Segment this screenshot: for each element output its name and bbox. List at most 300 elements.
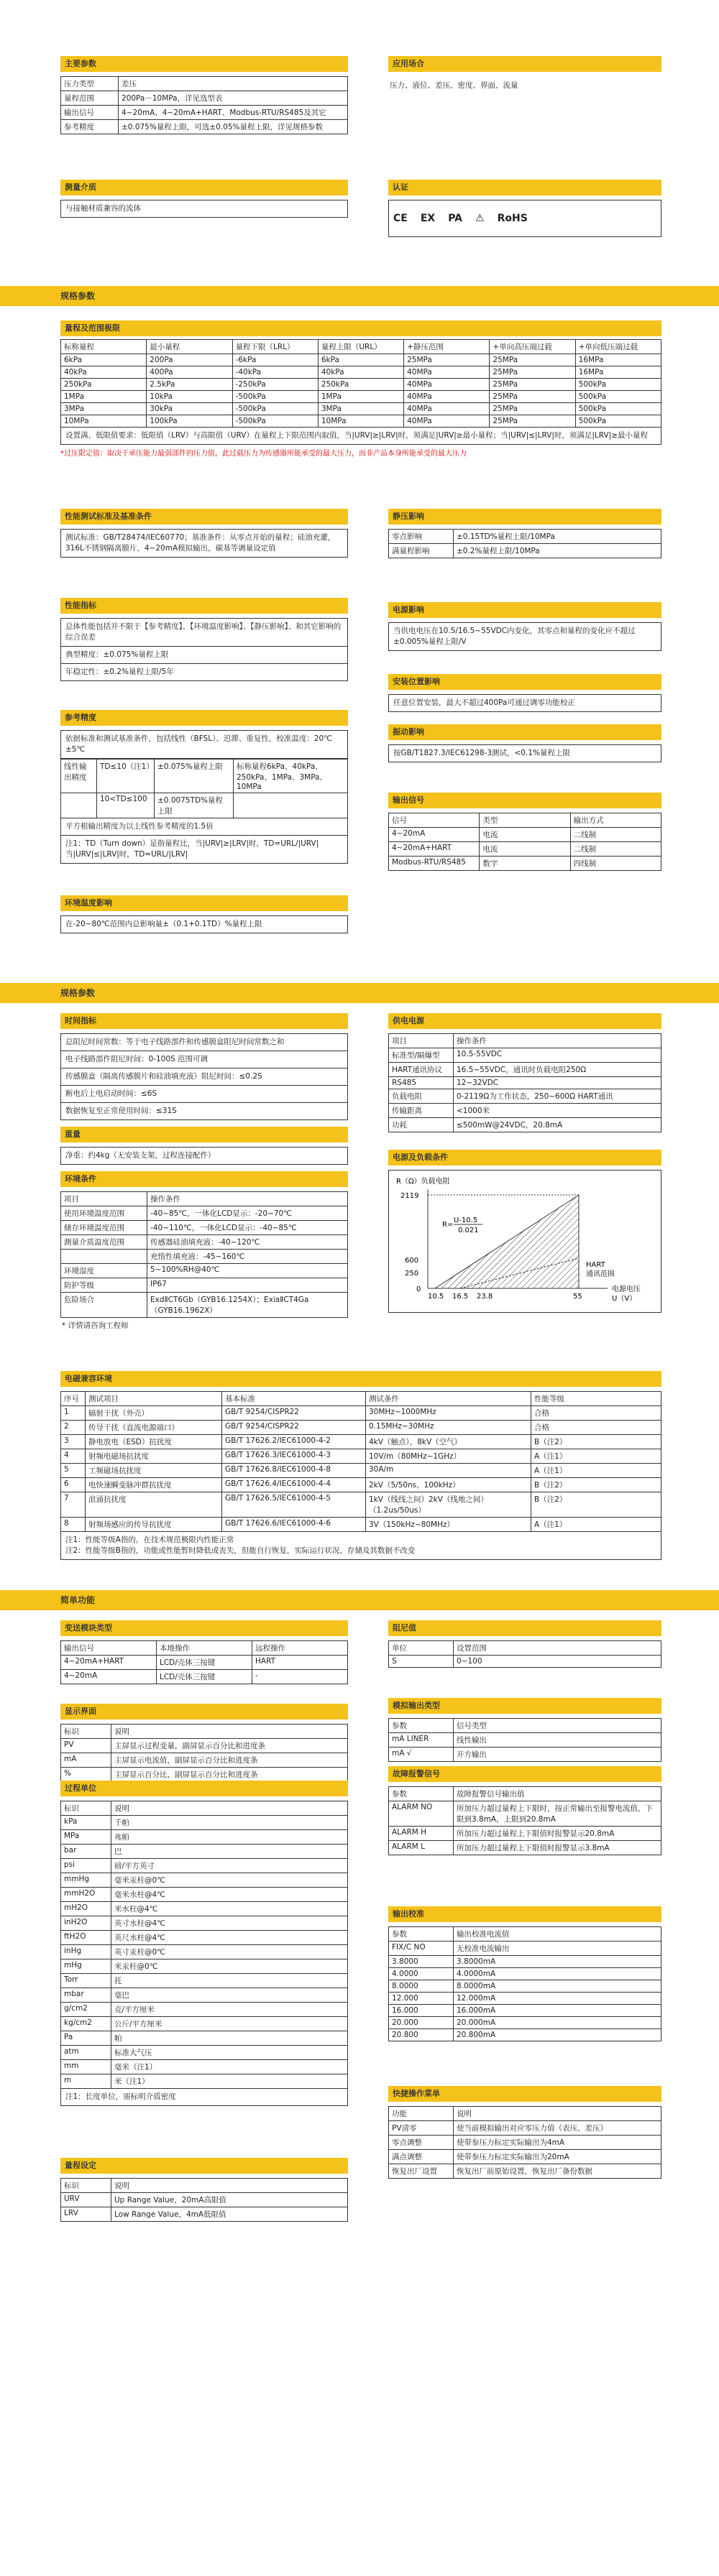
calib-heading: 输出校准 xyxy=(388,1906,661,1922)
table-cell: HART xyxy=(252,1656,348,1670)
table-header-cell: 参数 xyxy=(389,1787,454,1801)
table-cell: ALARM H xyxy=(389,1827,454,1841)
table-row xyxy=(61,1670,348,1684)
psu-table xyxy=(388,1033,661,1132)
table-cell: RS485 xyxy=(389,1077,454,1089)
std-heading: 性能测试标准及基准条件 xyxy=(60,509,348,525)
load-xunit: U（V） xyxy=(612,1295,637,1303)
table-header-cell: 标识 xyxy=(61,1725,111,1739)
table-cell: 500kPa xyxy=(575,415,661,428)
table-row xyxy=(389,2121,661,2136)
table-cell: mmHg xyxy=(61,1873,111,1888)
table-row xyxy=(61,1449,661,1464)
table-cell: 40MPa xyxy=(404,403,490,415)
fault-table xyxy=(388,1786,661,1855)
table-cell: 40MPa xyxy=(404,379,490,391)
table-cell: 20.000 xyxy=(389,2017,454,2029)
table-cell: 500kPa xyxy=(575,391,661,403)
main-params-block xyxy=(60,56,348,134)
table-cell: -500kPa xyxy=(232,415,318,428)
range-table xyxy=(60,339,661,428)
table-cell: -500kPa xyxy=(232,391,318,403)
table-cell: 公斤/平方厘米 xyxy=(111,2017,348,2031)
load-ytick-0: 0 xyxy=(416,1285,421,1293)
table-cell: ±0.15TD%量程上限/10MPa xyxy=(454,530,661,544)
table-header-cell: 测试条件 xyxy=(366,1392,531,1406)
power-effect-heading: 电源影响 xyxy=(388,602,661,618)
table-header-cell: 说明 xyxy=(454,2107,661,2121)
table-cell: 30MHz~1000MHz xyxy=(366,1406,531,1421)
table-cell: MPa xyxy=(61,1830,111,1845)
table-cell: 16.5~55VDC，通讯时负载电阻250Ω xyxy=(454,1063,661,1077)
range-setting-text: 设置满、低限值要求：低限值（LRV）与高限值（URV）在量程上下限范围内取值，当|URV|≥|LRV|时，须满足|URV|≥最小量程；当|URV|≤|LRV|时，须满足|LRV|≥最小量程 xyxy=(60,428,661,445)
accuracy-sqrt: 平方根输出精度为以上线性参考精度的1.5倍 xyxy=(60,818,348,836)
functions-section-title: 简单功能 xyxy=(0,1590,719,1610)
main-params-heading: 主要参数 xyxy=(60,56,348,72)
table-cell: B（注2） xyxy=(531,1478,661,1492)
table-row xyxy=(61,1221,348,1235)
table-cell: 所加压力超过量程上下限值时报警显示3.8mA xyxy=(454,1841,661,1855)
load-hart-label: HART xyxy=(586,1261,605,1269)
display-block xyxy=(60,1704,348,1782)
table-cell: LCD/壳体三按键 xyxy=(157,1670,252,1684)
table-cell: Torr xyxy=(61,1974,111,1988)
certification-block xyxy=(388,180,661,237)
table-cell: 功耗 xyxy=(389,1118,454,1132)
table-cell: 40kPa xyxy=(318,366,403,379)
static-heading: 静压影响 xyxy=(388,509,661,525)
table-row xyxy=(61,1206,348,1221)
list-item: 总阻尼时间常数：等于电子线路部件和传感膜盒阻尼时间常数之和 xyxy=(60,1033,348,1051)
table-cell: 使带参压力标定实际输出为20mA xyxy=(454,2150,661,2164)
table-row xyxy=(61,1264,348,1278)
module-table xyxy=(60,1640,348,1684)
table-cell: 标准型/隔爆型 xyxy=(389,1048,454,1063)
unit-heading: 过程单位 xyxy=(60,1781,348,1796)
load-block xyxy=(388,1150,661,1313)
table-row xyxy=(61,2074,348,2089)
table-cell: Low Range Value，4mA低限值 xyxy=(111,2207,348,2222)
table-row xyxy=(389,842,661,857)
time-heading: 时间指标 xyxy=(60,1013,348,1029)
table-row xyxy=(389,1733,661,1748)
table-row xyxy=(61,1278,348,1293)
fault-heading: 故障报警信号 xyxy=(388,1766,661,1782)
load-xtick-23-8: 23.8 xyxy=(477,1293,493,1301)
table-cell: mm xyxy=(61,2060,111,2074)
table-cell: -500kPa xyxy=(232,403,318,415)
table-cell: 恢复出厂前原始设置，恢复出厂备份数据 xyxy=(454,2164,661,2179)
calib-table xyxy=(388,1926,661,2041)
table-cell: 8.0000 xyxy=(389,1980,454,1993)
table-row xyxy=(61,2046,348,2060)
table-header-cell: 最小量程 xyxy=(147,340,232,354)
table-cell: 500kPa xyxy=(575,403,661,415)
application-heading: 应用场合 xyxy=(388,56,661,72)
table-cell: 250kPa xyxy=(318,379,403,391)
medium-text: 与接触材质兼容的流体 xyxy=(60,200,348,218)
table-cell: GB/T 17626.8/IEC61000-4-8 xyxy=(222,1464,366,1478)
perf-block xyxy=(60,598,348,681)
time-block xyxy=(60,1013,348,1120)
list-item: 注1：性能等级A指的，在技术规范极限内性能正常 xyxy=(65,1536,234,1544)
signal-table xyxy=(388,813,661,871)
table-cell: 工频磁场抗扰度 xyxy=(86,1464,222,1478)
table-cell: 毫米（注1） xyxy=(111,2060,348,2074)
table-row xyxy=(61,354,661,366)
table-row xyxy=(61,1902,348,1916)
table-row xyxy=(389,2136,661,2150)
table-row xyxy=(61,415,661,428)
table-cell: 传感器硅油填充液：-40~120℃ xyxy=(147,1235,348,1250)
load-heading: 电源及负载条件 xyxy=(388,1150,661,1165)
table-cell: 环境湿度 xyxy=(61,1264,147,1278)
table-cell: 输出信号 xyxy=(61,106,119,120)
table-cell: 4 xyxy=(61,1449,86,1464)
table-row xyxy=(389,1656,661,1668)
table-cell: ExdⅡCT6Gb（GYB16.1254X）；ExiaⅡCT4Ga（GYB16.1962X） xyxy=(147,1293,348,1318)
table-row xyxy=(61,366,661,379)
table-cell: 30kPa xyxy=(147,403,232,415)
table-cell: 兆帕 xyxy=(111,1830,348,1845)
table-header-cell: 基本标准 xyxy=(222,1392,366,1406)
vibration-text: 按GB/T1827.3/IEC61298-3测试，<0.1%量程上限 xyxy=(388,744,661,762)
table-cell: 零点影响 xyxy=(389,530,454,544)
table-row xyxy=(389,828,661,842)
table-cell: 0.15MHz~30MHz xyxy=(366,1421,531,1435)
table-cell: 英寸水柱@4℃ xyxy=(111,1916,348,1931)
table-header-cell: 类型 xyxy=(480,813,570,828)
table-cell: 托 xyxy=(111,1974,348,1988)
table-cell: -250kPa xyxy=(232,379,318,391)
table-cell: 16.000mA xyxy=(454,2005,661,2017)
main-params-table xyxy=(60,76,348,134)
display-table xyxy=(60,1724,348,1782)
signal-heading: 输出信号 xyxy=(388,793,661,808)
table-cell: LCD/壳体三按键 xyxy=(157,1656,252,1670)
table-header-cell: 说明 xyxy=(111,1725,348,1739)
table-cell: LRV xyxy=(61,2207,111,2222)
signal-block xyxy=(388,793,661,871)
table-cell: 二线制 xyxy=(570,828,661,842)
table-cell: TD≤10（注1） xyxy=(97,760,155,793)
section-functions xyxy=(0,1590,719,2219)
display-heading: 显示界面 xyxy=(60,1704,348,1719)
table-cell: kPa xyxy=(61,1816,111,1830)
table-cell: -40~110℃，一体化LCD显示：-40~85℃ xyxy=(147,1221,348,1235)
table-row xyxy=(61,1959,348,1974)
load-chart-box xyxy=(388,1170,661,1313)
temp-heading: 环境温度影响 xyxy=(60,895,348,911)
table-cell: 储存环境温度范围 xyxy=(61,1221,147,1235)
table-row xyxy=(61,1753,348,1768)
table-row xyxy=(61,1768,348,1782)
table-cell: 4~20mA xyxy=(61,1670,157,1684)
table-cell: GB/T 17626.3/IEC61000-4-3 xyxy=(222,1449,366,1464)
table-cell: 4.0000mA xyxy=(454,1968,661,1980)
table-cell: 二线制 xyxy=(570,842,661,857)
table-row xyxy=(61,120,348,134)
application-block xyxy=(388,56,661,93)
table-cell: PV xyxy=(61,1739,111,1753)
table-row xyxy=(389,1077,661,1089)
table-header-cell: 测试项目 xyxy=(86,1392,222,1406)
table-cell: ftH2O xyxy=(61,1931,111,1945)
table-cell: 10V/m（80MHz~1GHz） xyxy=(366,1449,531,1464)
medium-block xyxy=(60,180,348,218)
table-cell: HART通讯协议 xyxy=(389,1063,454,1077)
table-row xyxy=(389,1748,661,1762)
table-cell: inHg xyxy=(61,1945,111,1959)
list-item: 断电后上电启动时间：≤6S xyxy=(60,1086,348,1103)
table-row xyxy=(61,1830,348,1845)
table-cell: 量程范围 xyxy=(61,91,119,106)
table-row xyxy=(61,1250,348,1264)
unit-block xyxy=(60,1781,348,2106)
table-cell: -6kPa xyxy=(232,354,318,366)
load-area xyxy=(435,1195,579,1288)
range-heading: 量程及范围极限 xyxy=(60,320,661,336)
table-cell: 1 xyxy=(61,1406,86,1421)
table-row xyxy=(61,1406,661,1421)
table-header-cell: 输出方式 xyxy=(570,813,661,828)
table-cell: 线性输出精度 xyxy=(61,760,97,793)
table-row xyxy=(389,1118,661,1132)
table-row xyxy=(61,1656,348,1670)
table-row xyxy=(61,793,348,818)
emc-heading: 电磁兼容环境 xyxy=(60,1371,661,1387)
table-cell: 米水柱@4℃ xyxy=(111,1902,348,1916)
table-cell: ≤500mW@24VDC，20.8mA xyxy=(454,1118,661,1132)
table-cell: 25MPa xyxy=(490,403,575,415)
table-cell: 4kV（触点），8kV（空气） xyxy=(366,1435,531,1449)
accuracy-note: 注1：TD（Turn down）是指量程比，当|URV|≥|LRV|时，TD=URL/|URV|当|URV|≤|LRV|时，TD=URL/|LRV| xyxy=(60,836,348,864)
table-cell: 40MPa xyxy=(404,391,490,403)
table-row xyxy=(61,403,661,415)
table-cell: S xyxy=(389,1656,454,1668)
table-cell: bar xyxy=(61,1845,111,1859)
section-specs-2 xyxy=(0,983,719,1555)
env-heading: 环境条件 xyxy=(60,1171,348,1187)
table-cell: GB/T 17626.6/IEC61000-4-6 xyxy=(222,1518,366,1532)
table-cell: 4~20mA、4~20mA+HART、Modbus-RTU/RS485及其它 xyxy=(119,106,348,120)
table-row xyxy=(389,544,661,558)
table-cell: 英尺水柱@4℃ xyxy=(111,1931,348,1945)
table-cell: 25MPa xyxy=(490,354,575,366)
accuracy-intro: 依据标准和测试基准条件，包括线性（BFSL）、迟滞、重复性，校准温度：20℃±5℃ xyxy=(60,730,348,759)
table-row xyxy=(61,77,348,91)
std-block xyxy=(60,509,348,558)
install-block xyxy=(388,674,661,712)
range-note: *过压限定值：取决于承压能力最弱部件的压力值，此过载压力为传感器所能承受的最大压力，而非产品本身所能承受的最大压力 xyxy=(60,450,467,458)
table-row xyxy=(61,91,348,106)
table-cell: 充惰性填充液：-45~160℃ xyxy=(147,1250,348,1264)
table-cell: PV清零 xyxy=(389,2121,454,2136)
load-hart-label2: 通讯范围 xyxy=(586,1270,615,1278)
table-cell: 3.8000 xyxy=(389,1956,454,1968)
table-row xyxy=(61,1816,348,1830)
table-cell: 40MPa xyxy=(404,415,490,428)
table-cell: URV xyxy=(61,2193,111,2207)
table-cell xyxy=(61,793,97,818)
unit-note: 注1：长度单位，需标明介质密度 xyxy=(60,2089,348,2106)
table-cell: mA LINER xyxy=(389,1733,454,1748)
env-note: * 详情请咨询工程师 xyxy=(62,1321,129,1330)
list-item: 注2：性能等级B指的，功能或性能暂时降低或丧失，但能自行恢复，实际运行状况、存储及其数据不改变 xyxy=(65,1546,416,1555)
specs-section-title: 规格参数 xyxy=(0,286,719,306)
temp-block xyxy=(60,895,348,933)
table-cell: 4~20mA xyxy=(389,828,480,842)
table-cell: 10MPa xyxy=(61,415,147,428)
table-row xyxy=(389,1956,661,1968)
table-cell: mA xyxy=(61,1753,111,1768)
table-cell: FIX/C NO xyxy=(389,1942,454,1956)
table-cell: 危险场合 xyxy=(61,1293,147,1318)
emc-block xyxy=(60,1371,661,1560)
table-cell: ±0.0075TD%量程上限 xyxy=(155,793,234,818)
table-header-cell: 设置范围 xyxy=(454,1641,661,1656)
perf-row-stability: 年稳定性：±0.2%量程上限/5年 xyxy=(60,664,348,681)
table-row xyxy=(61,1945,348,1959)
table-cell: 克/平方厘米 xyxy=(111,2003,348,2017)
table-cell: 4.0000 xyxy=(389,1968,454,1980)
table-header-cell: 信号 xyxy=(389,813,480,828)
table-header-cell: 远程操作 xyxy=(252,1641,348,1656)
table-row xyxy=(389,2017,661,2029)
table-cell: 10.5-55VDC xyxy=(454,1048,661,1063)
table-cell: 2.5kPa xyxy=(147,379,232,391)
table-row xyxy=(61,1739,348,1753)
unit-table xyxy=(60,1801,348,2089)
table-cell: 6kPa xyxy=(318,354,403,366)
load-ytick-250: 250 xyxy=(405,1270,419,1278)
table-cell: 毫米汞柱@0℃ xyxy=(111,1873,348,1888)
calib-block xyxy=(388,1906,661,2041)
list-item: 电子线路部件阻尼时间：0-100S 范围可调 xyxy=(60,1051,348,1068)
table-row xyxy=(61,2193,348,2207)
table-row xyxy=(61,1421,661,1435)
table-header-cell: 输出校准电流值 xyxy=(454,1927,661,1942)
table-cell: - xyxy=(252,1670,348,1684)
load-ytick-2119: 2119 xyxy=(400,1192,419,1200)
load-xlabel: 电源电压 xyxy=(612,1285,641,1293)
table-cell: 英寸汞柱@0℃ xyxy=(111,1945,348,1959)
table-row xyxy=(61,1888,348,1902)
table-cell: 16MPa xyxy=(575,354,661,366)
load-xtick-55: 55 xyxy=(573,1293,582,1301)
table-cell: 辐射干扰（外壳） xyxy=(86,1406,222,1421)
table-cell: 静电放电（ESD）抗扰度 xyxy=(86,1435,222,1449)
table-row xyxy=(61,2017,348,2031)
accuracy-heading: 参考精度 xyxy=(60,710,348,726)
table-cell: 测量介质温度范围 xyxy=(61,1235,147,1250)
table-cell: 巴 xyxy=(111,1845,348,1859)
table-cell: 4~20mA+HART xyxy=(389,842,480,857)
table-row xyxy=(61,1518,661,1532)
list-item: 传感膜盒（隔离传感膜片和硅油填充液）阻尼时间：≤0.2S xyxy=(60,1068,348,1086)
table-cell: 传导干扰（直流电源端口） xyxy=(86,1421,222,1435)
table-cell: 20.800 xyxy=(389,2029,454,2041)
table-cell: 2 xyxy=(61,1421,86,1435)
vibration-block xyxy=(388,724,661,762)
table-cell: 12~32VDC xyxy=(454,1077,661,1089)
table-cell: 8.0000mA xyxy=(454,1980,661,1993)
module-block xyxy=(60,1620,348,1684)
psu-block xyxy=(388,1013,661,1132)
table-cell: 200Pa－10MPa，详见选型表 xyxy=(119,91,348,106)
table-row xyxy=(389,2150,661,2164)
table-cell: 使当前模拟输出对应零压力值（表压、差压） xyxy=(454,2121,661,2136)
table-cell: 3 xyxy=(61,1435,86,1449)
table-header-cell: +静压范围 xyxy=(404,340,490,354)
table-cell: 40kPa xyxy=(61,366,147,379)
table-header-cell: 输出信号 xyxy=(61,1641,157,1656)
table-header-cell: 本地操作 xyxy=(157,1641,252,1656)
table-cell: 帕 xyxy=(111,2031,348,2046)
table-cell: 负载电阻 xyxy=(389,1089,454,1104)
table-cell: ±0.075%量程上限，可选±0.05%量程上限，详见规格参数 xyxy=(119,120,348,134)
table-row xyxy=(61,1916,348,1931)
table-cell xyxy=(234,793,348,818)
analog-heading: 模拟输出类型 xyxy=(388,1698,661,1714)
table-cell: m xyxy=(61,2074,111,2089)
load-formula-r: R= xyxy=(442,1221,454,1229)
power-effect-text: 当供电电压在10.5/16.5~55VDC内变化，其零点和量程的变化应不超过±0.005%量程上限/V xyxy=(388,622,661,651)
table-cell: atm xyxy=(61,2046,111,2060)
table-row xyxy=(61,1293,348,1318)
table-header-cell: 性能等级 xyxy=(531,1392,661,1406)
perf-row-typical: 典型精度：±0.075%量程上限 xyxy=(60,647,348,664)
load-formula-bottom: 0.021 xyxy=(458,1227,479,1234)
table-cell: 主屏显示百分比，副屏显示百分比和进度条 xyxy=(111,1768,348,1782)
table-row xyxy=(61,379,661,391)
table-cell: 3MPa xyxy=(61,403,147,415)
table-row xyxy=(61,1988,348,2003)
table-cell: 传输距离 xyxy=(389,1104,454,1118)
table-cell: 米汞柱@0℃ xyxy=(111,1959,348,1974)
table-cell: 恢复出厂设置 xyxy=(389,2164,454,2179)
table-cell: 3MPa xyxy=(318,403,403,415)
table-cell: Up Range Value，20mA高限值 xyxy=(111,2193,348,2207)
table-row xyxy=(61,1931,348,1945)
table-cell: ALARM NO xyxy=(389,1801,454,1827)
table-cell: 20.000mA xyxy=(454,2017,661,2029)
range-block xyxy=(60,320,661,460)
table-header-cell: 操作条件 xyxy=(454,1034,661,1048)
table-cell: 磅/平方英寸 xyxy=(111,1859,348,1873)
table-cell: 16MPa xyxy=(575,366,661,379)
table-cell: 6 xyxy=(61,1478,86,1492)
damp-table xyxy=(388,1640,661,1668)
quick-table xyxy=(388,2106,661,2179)
table-row xyxy=(389,1942,661,1956)
pa-mark-icon: PA xyxy=(448,213,463,224)
table-cell: mH2O xyxy=(61,1902,111,1916)
table-header-cell: 项目 xyxy=(389,1034,454,1048)
table-row xyxy=(61,2003,348,2017)
rohs-mark-icon: RoHS xyxy=(497,213,528,224)
load-xtick-10-5: 10.5 xyxy=(428,1293,444,1301)
table-row xyxy=(61,1859,348,1873)
table-cell: 20.800mA xyxy=(454,2029,661,2041)
table-cell: IP67 xyxy=(147,1278,348,1293)
table-cell: 电快速瞬变脉冲群抗扰度 xyxy=(86,1478,222,1492)
table-cell: mA √ xyxy=(389,1748,454,1762)
table-header-cell: 信号类型 xyxy=(454,1719,661,1733)
cert-logos xyxy=(388,200,661,237)
install-heading: 安装位置影响 xyxy=(388,674,661,690)
table-cell: mbar xyxy=(61,1988,111,2003)
